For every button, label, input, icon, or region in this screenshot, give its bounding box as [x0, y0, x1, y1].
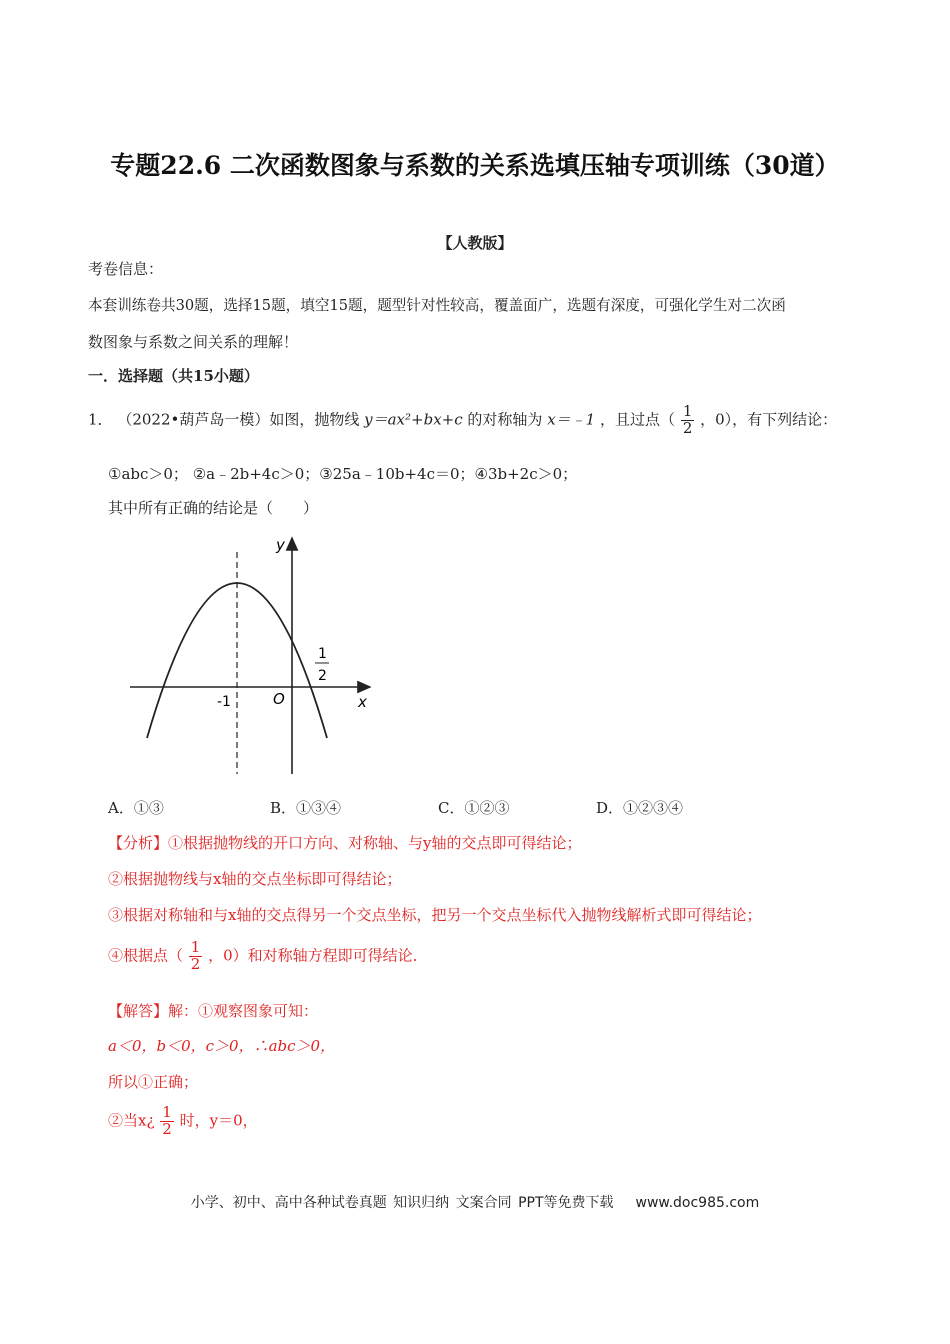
- option-c: C．①②③: [438, 799, 510, 817]
- page-footer: [0, 1192, 950, 1212]
- question-mid: 的对称轴为: [467, 410, 543, 429]
- question-point-tail: ，0），有下列结论：: [700, 410, 838, 429]
- analysis-line-3: ③根据对称轴和与x轴的交点得另一个交点坐标，把另一个交点坐标代入抛物线解析式即可得结论；: [108, 906, 762, 924]
- question-equation: y＝ax²+bx+c: [364, 410, 463, 429]
- parabola-graph: [130, 530, 380, 780]
- analysis-point-fraction: $\frac{1}{2}$: [190, 938, 201, 973]
- solution-line-3-pre: ②当x¿: [108, 1111, 155, 1130]
- solution-line-1: a＜0，b＜0，c＞0，∴abc＞0，: [108, 1037, 336, 1055]
- half-label-num: 1: [318, 646, 327, 662]
- solution-intro-text: 解：①观察图象可知：: [168, 1002, 319, 1020]
- footer-text: 小学、初中、高中各种试卷真题 知识归纳 文案合同 PPT等免费下载: [190, 1195, 614, 1211]
- half-label-den: 2: [318, 668, 327, 684]
- section-heading: 一．选择题（共15小题）: [88, 367, 259, 385]
- solution-tag: 【解答】: [108, 1002, 169, 1020]
- origin-label: O: [273, 690, 285, 708]
- question-number: 1．: [88, 410, 113, 429]
- analysis-line-2: ②根据抛物线与x轴的交点坐标即可得结论；: [108, 870, 402, 888]
- question-source: （2022•葫芦岛一模）如图，抛物线: [117, 410, 360, 429]
- question-prompt: 其中所有正确的结论是（ ）: [108, 499, 319, 517]
- option-b: B．①③④: [270, 799, 342, 817]
- footer-url[interactable]: www.doc985.com: [635, 1195, 760, 1211]
- question-axis-equation: x＝﹣1: [547, 410, 596, 429]
- option-d: D．①②③④: [596, 799, 684, 817]
- exam-info-label: 考卷信息：: [88, 260, 164, 278]
- solution-intro: [108, 1000, 318, 1021]
- analysis-line-4-pre: ④根据点（: [108, 946, 184, 965]
- option-a: A．①③: [108, 799, 164, 817]
- y-axis-label: y: [276, 536, 285, 554]
- question-conclusions: ①abc＞0； ②a﹣2b+4c＞0；③25a﹣10b+4c＝0；④3b+2c＞0；: [108, 465, 578, 483]
- page-title: 专题22.6 二次函数图象与系数的关系选填压轴专项训练（30道）: [110, 151, 840, 180]
- question-1: [88, 404, 837, 437]
- solution-fraction: $\frac{1}{2}$: [162, 1103, 172, 1138]
- analysis-line-1: [108, 832, 582, 853]
- analysis-text-1: ①根据抛物线的开口方向、对称轴、与y轴的交点即可得结论；: [168, 834, 582, 852]
- intro-line-2: 数图象与系数之间关系的理解！: [88, 333, 299, 351]
- solution-line-3: [108, 1105, 258, 1138]
- x-axis-label: x: [358, 693, 367, 711]
- question-point-fraction: $\frac{1}{2}$: [682, 402, 693, 437]
- solution-line-2: 所以①正确；: [108, 1073, 199, 1091]
- analysis-tag: 【分析】: [108, 834, 169, 852]
- solution-line-3-post: 时，y＝0，: [179, 1111, 258, 1130]
- neg-one-label: -1: [217, 694, 231, 710]
- analysis-line-4: [108, 940, 428, 973]
- question-mid-2: ，且过点（: [600, 410, 676, 429]
- edition-label: 【人教版】: [437, 234, 513, 252]
- analysis-line-4-post: ，0）和对称轴方程即可得结论．: [208, 946, 428, 965]
- intro-line-1: 本套训练卷共30题，选择15题，填空15题，题型针对性较高，覆盖面广，选题有深度，可强化学生对二次函: [88, 297, 786, 314]
